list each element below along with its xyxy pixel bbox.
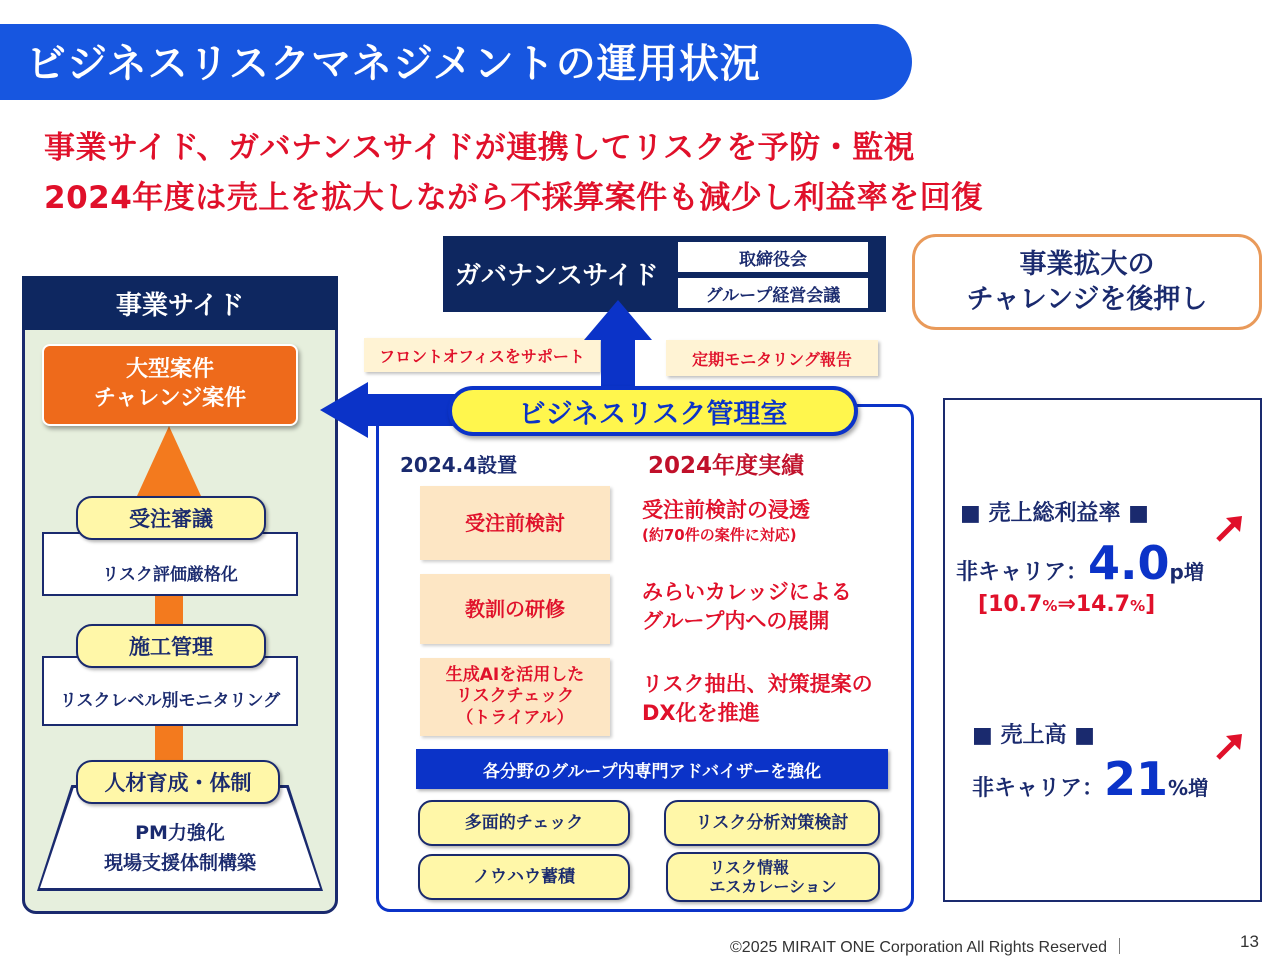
lesson-training-result-line2: グループ内への展開 bbox=[642, 609, 830, 634]
blue-left-arrow-head bbox=[320, 382, 368, 438]
gross-margin-range: [10.7%⇒14.7%] bbox=[978, 592, 1156, 617]
genai-result-line2: DX化を推進 bbox=[642, 701, 760, 726]
large-projects-box bbox=[42, 344, 298, 426]
risk-analysis-pill: リスク分析対策検討 bbox=[664, 800, 880, 846]
genai-riskcheck-label bbox=[420, 658, 610, 736]
foundation-text bbox=[40, 818, 320, 879]
challenge-projects-label: チャレンジ案件 bbox=[93, 386, 247, 411]
pre-order-result-note: (約70件の案件に対応) bbox=[642, 526, 797, 545]
multifaceted-check-pill: 多面的チェック bbox=[418, 800, 630, 846]
pre-order-review-text: 受注前検討 bbox=[465, 510, 565, 535]
front-office-support-note: フロントオフィスをサポート bbox=[364, 338, 600, 372]
page-number: 13 bbox=[1240, 932, 1259, 951]
genai-riskcheck-line3: （トライアル） bbox=[456, 707, 574, 728]
gross-value: 4.0 bbox=[1088, 536, 1170, 590]
orange-up-arrow-head bbox=[137, 426, 201, 496]
gross-to: 14.7 bbox=[1075, 592, 1131, 617]
established-date: 2024.4設置 bbox=[400, 453, 518, 477]
headline-2: 2024年度は売上を拡大しながら不採算案件も減少し利益率を回復 bbox=[44, 180, 983, 216]
pre-order-result-main: 受注前検討の浸透 bbox=[642, 498, 810, 522]
group-management-meeting-label: グループ経営会議 bbox=[678, 278, 868, 308]
advisor-strengthening-bar: 各分野のグループ内専門アドバイザーを強化 bbox=[416, 749, 888, 789]
pre-order-result bbox=[642, 496, 810, 546]
sales-title: ■ 売上高 ■ bbox=[972, 723, 1095, 748]
challenge-line2: チャレンジを後押し bbox=[966, 284, 1208, 315]
challenge-support-box bbox=[912, 234, 1262, 330]
copyright-footer: ©2025 MIRAIT ONE Corporation All Rights Reserved ｜ bbox=[730, 939, 1128, 956]
governance-label: ガバナンスサイド bbox=[455, 261, 659, 291]
genai-result-line1: リスク抽出、対策提案の bbox=[642, 672, 873, 696]
monitoring-report-note: 定期モニタリング報告 bbox=[666, 340, 878, 376]
risk-evaluation-box: リスク評価厳格化 bbox=[42, 532, 298, 596]
blue-up-arrow-head bbox=[584, 300, 652, 340]
challenge-line1: 事業拡大の bbox=[1019, 248, 1155, 280]
lesson-training-result-line1: みらいカレッジによる bbox=[642, 580, 852, 604]
sales-up-arrow-icon bbox=[1212, 730, 1246, 764]
lesson-training-text: 教訓の研修 bbox=[465, 596, 565, 621]
sales-prefix: 非キャリア： bbox=[972, 776, 1105, 801]
risk-escalation-pill: リスク情報 エスカレーション bbox=[666, 852, 880, 902]
gross-from-pct: % bbox=[1042, 597, 1058, 615]
lesson-training-result bbox=[642, 578, 852, 637]
business-side-header: 事業サイド bbox=[22, 276, 338, 330]
headline-1: 事業サイド、ガバナンスサイドが連携してリスクを予防・監視 bbox=[44, 130, 916, 166]
order-review-pill: 受注審議 bbox=[76, 496, 266, 540]
results-title: 2024年度実績 bbox=[648, 453, 805, 479]
site-support-label: 現場支援体制構築 bbox=[103, 852, 256, 875]
large-projects-label: 大型案件 bbox=[125, 357, 214, 383]
knowhow-accumulation-pill: ノウハウ蓄積 bbox=[418, 854, 630, 900]
gross-to-pct: % bbox=[1130, 597, 1146, 615]
board-of-directors-label: 取締役会 bbox=[678, 242, 868, 272]
page-title: ビジネスリスクマネジメントの運用状況 bbox=[26, 41, 761, 87]
genai-riskcheck-line1: 生成AIを活用した bbox=[445, 665, 585, 686]
gross-margin-metric bbox=[956, 536, 1204, 590]
pm-strength-label: PM力強化 bbox=[135, 822, 225, 844]
gross-from: 10.7 bbox=[988, 592, 1043, 617]
gross-unit: p増 bbox=[1169, 560, 1204, 584]
metrics-panel bbox=[943, 398, 1262, 902]
construction-management-pill: 施工管理 bbox=[76, 624, 266, 668]
gross-margin-title: ■ 売上総利益率 ■ bbox=[960, 501, 1149, 526]
gross-up-arrow-icon bbox=[1212, 512, 1246, 546]
gross-prefix: 非キャリア： bbox=[956, 560, 1089, 585]
sales-metric bbox=[972, 752, 1208, 806]
talent-development-pill: 人材育成・体制 bbox=[76, 760, 280, 804]
brm-title-pill: ビジネスリスク管理室 bbox=[448, 386, 858, 436]
sales-unit: %増 bbox=[1168, 776, 1209, 800]
lesson-training-label bbox=[420, 574, 610, 644]
risk-monitoring-box: リスクレベル別モニタリング bbox=[42, 656, 298, 726]
genai-riskcheck-line2: リスクチェック bbox=[455, 686, 575, 707]
sales-value: 21 bbox=[1104, 752, 1169, 806]
pre-order-review-label bbox=[420, 486, 610, 560]
genai-result bbox=[642, 670, 873, 729]
